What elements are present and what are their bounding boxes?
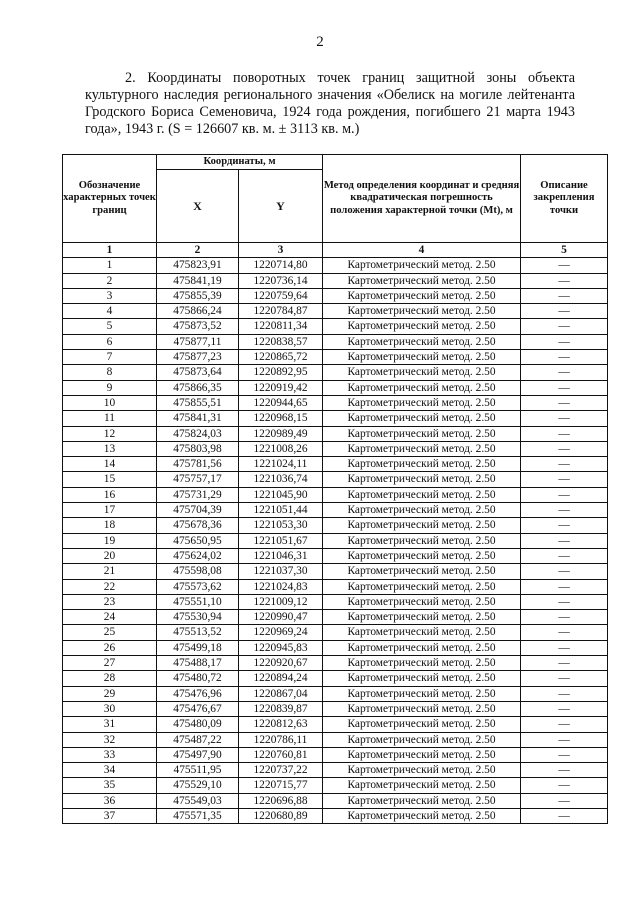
point-number: 35 bbox=[63, 778, 157, 793]
column-number: 3 bbox=[239, 243, 323, 258]
coord-x: 475513,52 bbox=[157, 625, 239, 640]
coord-y: 1221036,74 bbox=[239, 472, 323, 487]
fixation-cell: — bbox=[521, 503, 608, 518]
point-number: 2 bbox=[63, 273, 157, 288]
page-number: 2 bbox=[316, 34, 324, 50]
coord-x: 475497,90 bbox=[157, 747, 239, 762]
coord-x: 475841,31 bbox=[157, 411, 239, 426]
method-cell: Картометрический метод. 2.50 bbox=[323, 579, 521, 594]
coord-x: 475866,35 bbox=[157, 380, 239, 395]
coord-x: 475731,29 bbox=[157, 487, 239, 502]
coord-x: 475873,64 bbox=[157, 365, 239, 380]
coord-y: 1221045,90 bbox=[239, 487, 323, 502]
table-row bbox=[63, 380, 608, 395]
method-cell: Картометрический метод. 2.50 bbox=[323, 350, 521, 365]
fixation-cell: — bbox=[521, 594, 608, 609]
table-row bbox=[63, 350, 608, 365]
method-cell: Картометрический метод. 2.50 bbox=[323, 533, 521, 548]
method-cell: Картометрический метод. 2.50 bbox=[323, 487, 521, 502]
coord-y: 1220680,89 bbox=[239, 808, 323, 823]
table-row bbox=[63, 656, 608, 671]
header-y: Y bbox=[239, 170, 323, 243]
method-cell: Картометрический метод. 2.50 bbox=[323, 701, 521, 716]
point-number: 20 bbox=[63, 548, 157, 563]
coord-x: 475650,95 bbox=[157, 533, 239, 548]
table-row bbox=[63, 732, 608, 747]
table-row bbox=[63, 518, 608, 533]
coord-y: 1220867,04 bbox=[239, 686, 323, 701]
table-body bbox=[63, 243, 608, 824]
method-cell: Картометрический метод. 2.50 bbox=[323, 640, 521, 655]
method-cell: Картометрический метод. 2.50 bbox=[323, 793, 521, 808]
fixation-cell: — bbox=[521, 518, 608, 533]
coord-x: 475678,36 bbox=[157, 518, 239, 533]
method-cell: Картометрический метод. 2.50 bbox=[323, 273, 521, 288]
point-number: 23 bbox=[63, 594, 157, 609]
document-title bbox=[85, 70, 575, 138]
coord-y: 1220714,80 bbox=[239, 258, 323, 273]
method-cell: Картометрический метод. 2.50 bbox=[323, 503, 521, 518]
coord-x: 475757,17 bbox=[157, 472, 239, 487]
table-row bbox=[63, 441, 608, 456]
fixation-cell: — bbox=[521, 350, 608, 365]
coord-x: 475866,24 bbox=[157, 304, 239, 319]
table-row bbox=[63, 365, 608, 380]
coord-x: 475571,35 bbox=[157, 808, 239, 823]
fixation-cell: — bbox=[521, 457, 608, 472]
point-number: 31 bbox=[63, 717, 157, 732]
fixation-cell: — bbox=[521, 334, 608, 349]
coord-y: 1220839,87 bbox=[239, 701, 323, 716]
fixation-cell: — bbox=[521, 671, 608, 686]
column-number: 5 bbox=[521, 243, 608, 258]
table-row bbox=[63, 411, 608, 426]
method-cell: Картометрический метод. 2.50 bbox=[323, 686, 521, 701]
fixation-cell: — bbox=[521, 441, 608, 456]
coord-x: 475598,08 bbox=[157, 564, 239, 579]
point-number: 33 bbox=[63, 747, 157, 762]
coord-y: 1220919,42 bbox=[239, 380, 323, 395]
coord-y: 1220944,65 bbox=[239, 395, 323, 410]
coord-x: 475877,23 bbox=[157, 350, 239, 365]
column-number: 2 bbox=[157, 243, 239, 258]
table-row bbox=[63, 686, 608, 701]
point-number: 5 bbox=[63, 319, 157, 334]
method-cell: Картометрический метод. 2.50 bbox=[323, 411, 521, 426]
fixation-cell: — bbox=[521, 304, 608, 319]
header-x: X bbox=[157, 170, 239, 243]
method-cell: Картометрический метод. 2.50 bbox=[323, 732, 521, 747]
coord-x: 475841,19 bbox=[157, 273, 239, 288]
table-row bbox=[63, 472, 608, 487]
coord-y: 1220811,34 bbox=[239, 319, 323, 334]
coord-y: 1221009,12 bbox=[239, 594, 323, 609]
table-row bbox=[63, 625, 608, 640]
point-number: 17 bbox=[63, 503, 157, 518]
coord-y: 1220812,63 bbox=[239, 717, 323, 732]
coord-y: 1221046,31 bbox=[239, 548, 323, 563]
coord-y: 1220945,83 bbox=[239, 640, 323, 655]
fixation-cell: — bbox=[521, 732, 608, 747]
coord-y: 1220990,47 bbox=[239, 610, 323, 625]
table-row bbox=[63, 747, 608, 762]
coord-y: 1220715,77 bbox=[239, 778, 323, 793]
table-row bbox=[63, 426, 608, 441]
point-number: 34 bbox=[63, 763, 157, 778]
fixation-cell: — bbox=[521, 426, 608, 441]
fixation-cell: — bbox=[521, 701, 608, 716]
point-number: 6 bbox=[63, 334, 157, 349]
point-number: 10 bbox=[63, 395, 157, 410]
method-cell: Картометрический метод. 2.50 bbox=[323, 334, 521, 349]
point-number: 7 bbox=[63, 350, 157, 365]
fixation-cell: — bbox=[521, 380, 608, 395]
coord-y: 1220968,15 bbox=[239, 411, 323, 426]
table-row bbox=[63, 763, 608, 778]
coord-x: 475549,03 bbox=[157, 793, 239, 808]
coord-x: 475476,67 bbox=[157, 701, 239, 716]
point-number: 26 bbox=[63, 640, 157, 655]
table-row bbox=[63, 395, 608, 410]
point-number: 24 bbox=[63, 610, 157, 625]
fixation-cell: — bbox=[521, 778, 608, 793]
method-cell: Картометрический метод. 2.50 bbox=[323, 564, 521, 579]
method-cell: Картометрический метод. 2.50 bbox=[323, 747, 521, 762]
coord-y: 1220760,81 bbox=[239, 747, 323, 762]
coord-y: 1220894,24 bbox=[239, 671, 323, 686]
coordinates-table bbox=[62, 154, 608, 824]
point-number: 21 bbox=[63, 564, 157, 579]
method-cell: Картометрический метод. 2.50 bbox=[323, 763, 521, 778]
table-row bbox=[63, 579, 608, 594]
point-number: 29 bbox=[63, 686, 157, 701]
method-cell: Картометрический метод. 2.50 bbox=[323, 304, 521, 319]
method-cell: Картометрический метод. 2.50 bbox=[323, 441, 521, 456]
fixation-cell: — bbox=[521, 686, 608, 701]
coord-y: 1220838,57 bbox=[239, 334, 323, 349]
coord-x: 475499,18 bbox=[157, 640, 239, 655]
point-number: 18 bbox=[63, 518, 157, 533]
coord-x: 475855,39 bbox=[157, 288, 239, 303]
method-cell: Картометрический метод. 2.50 bbox=[323, 288, 521, 303]
coord-x: 475855,51 bbox=[157, 395, 239, 410]
table-row bbox=[63, 701, 608, 716]
coord-y: 1221008,26 bbox=[239, 441, 323, 456]
coord-y: 1220892,95 bbox=[239, 365, 323, 380]
fixation-cell: — bbox=[521, 656, 608, 671]
fixation-cell: — bbox=[521, 793, 608, 808]
method-cell: Картометрический метод. 2.50 bbox=[323, 258, 521, 273]
method-cell: Картометрический метод. 2.50 bbox=[323, 395, 521, 410]
method-cell: Картометрический метод. 2.50 bbox=[323, 472, 521, 487]
coord-y: 1221024,11 bbox=[239, 457, 323, 472]
fixation-cell: — bbox=[521, 319, 608, 334]
point-number: 15 bbox=[63, 472, 157, 487]
method-cell: Картометрический метод. 2.50 bbox=[323, 778, 521, 793]
table-row bbox=[63, 671, 608, 686]
method-cell: Картометрический метод. 2.50 bbox=[323, 808, 521, 823]
coord-y: 1221053,30 bbox=[239, 518, 323, 533]
fixation-cell: — bbox=[521, 533, 608, 548]
table-row bbox=[63, 503, 608, 518]
header-fixation: Описание закрепления точки bbox=[521, 155, 608, 243]
coord-x: 475877,11 bbox=[157, 334, 239, 349]
coord-x: 475573,62 bbox=[157, 579, 239, 594]
coord-x: 475704,39 bbox=[157, 503, 239, 518]
point-number: 32 bbox=[63, 732, 157, 747]
header-coordinates: Координаты, м bbox=[157, 155, 323, 170]
coord-x: 475551,10 bbox=[157, 594, 239, 609]
coord-x: 475511,95 bbox=[157, 763, 239, 778]
table-row bbox=[63, 258, 608, 273]
coord-y: 1220784,87 bbox=[239, 304, 323, 319]
table-row bbox=[63, 533, 608, 548]
fixation-cell: — bbox=[521, 273, 608, 288]
coord-x: 475476,96 bbox=[157, 686, 239, 701]
point-number: 3 bbox=[63, 288, 157, 303]
coord-x: 475823,91 bbox=[157, 258, 239, 273]
coord-y: 1220969,24 bbox=[239, 625, 323, 640]
method-cell: Картометрический метод. 2.50 bbox=[323, 426, 521, 441]
fixation-cell: — bbox=[521, 288, 608, 303]
point-number: 1 bbox=[63, 258, 157, 273]
fixation-cell: — bbox=[521, 625, 608, 640]
table-row bbox=[63, 594, 608, 609]
table-row bbox=[63, 640, 608, 655]
coord-y: 1220920,67 bbox=[239, 656, 323, 671]
fixation-cell: — bbox=[521, 808, 608, 823]
coord-x: 475530,94 bbox=[157, 610, 239, 625]
point-number: 30 bbox=[63, 701, 157, 716]
fixation-cell: — bbox=[521, 579, 608, 594]
method-cell: Картометрический метод. 2.50 bbox=[323, 671, 521, 686]
point-number: 11 bbox=[63, 411, 157, 426]
coord-x: 475873,52 bbox=[157, 319, 239, 334]
method-cell: Картометрический метод. 2.50 bbox=[323, 548, 521, 563]
column-number: 1 bbox=[63, 243, 157, 258]
method-cell: Картометрический метод. 2.50 bbox=[323, 457, 521, 472]
table-row bbox=[63, 610, 608, 625]
table-row bbox=[63, 273, 608, 288]
method-cell: Картометрический метод. 2.50 bbox=[323, 625, 521, 640]
coord-x: 475624,02 bbox=[157, 548, 239, 563]
table-row bbox=[63, 457, 608, 472]
coord-x: 475480,09 bbox=[157, 717, 239, 732]
point-number: 36 bbox=[63, 793, 157, 808]
fixation-cell: — bbox=[521, 472, 608, 487]
coord-y: 1220865,72 bbox=[239, 350, 323, 365]
fixation-cell: — bbox=[521, 395, 608, 410]
coord-x: 475487,22 bbox=[157, 732, 239, 747]
method-cell: Картометрический метод. 2.50 bbox=[323, 717, 521, 732]
point-number: 37 bbox=[63, 808, 157, 823]
method-cell: Картометрический метод. 2.50 bbox=[323, 656, 521, 671]
document-title-text: 2. Координаты поворотных точек границ защитной зоны объекта культурного наследия регионального значения «Обелиск на могиле лейтенанта Гродского Бориса Семеновича, 1924 года рождения, погибшего 21 марта 1943 года», 1943 г. (S = 126607 кв. м. ± 3113 кв. м.) bbox=[85, 70, 575, 137]
point-number: 13 bbox=[63, 441, 157, 456]
method-cell: Картометрический метод. 2.50 bbox=[323, 610, 521, 625]
table-row bbox=[63, 548, 608, 563]
fixation-cell: — bbox=[521, 747, 608, 762]
point-number: 4 bbox=[63, 304, 157, 319]
point-number: 9 bbox=[63, 380, 157, 395]
method-cell: Картометрический метод. 2.50 bbox=[323, 594, 521, 609]
coord-x: 475529,10 bbox=[157, 778, 239, 793]
fixation-cell: — bbox=[521, 487, 608, 502]
point-number: 16 bbox=[63, 487, 157, 502]
column-numbers-row bbox=[63, 243, 608, 258]
fixation-cell: — bbox=[521, 411, 608, 426]
coord-y: 1220696,88 bbox=[239, 793, 323, 808]
table-row bbox=[63, 564, 608, 579]
point-number: 22 bbox=[63, 579, 157, 594]
coord-x: 475803,98 bbox=[157, 441, 239, 456]
method-cell: Картометрический метод. 2.50 bbox=[323, 365, 521, 380]
method-cell: Картометрический метод. 2.50 bbox=[323, 380, 521, 395]
table-row bbox=[63, 288, 608, 303]
coord-x: 475781,56 bbox=[157, 457, 239, 472]
table-row bbox=[63, 487, 608, 502]
fixation-cell: — bbox=[521, 610, 608, 625]
point-number: 28 bbox=[63, 671, 157, 686]
column-number: 4 bbox=[323, 243, 521, 258]
point-number: 14 bbox=[63, 457, 157, 472]
coord-y: 1221037,30 bbox=[239, 564, 323, 579]
coord-y: 1221051,67 bbox=[239, 533, 323, 548]
table-row bbox=[63, 319, 608, 334]
header-designation: Обозначение характерных точек границ bbox=[63, 155, 157, 243]
table-row bbox=[63, 793, 608, 808]
table-row bbox=[63, 717, 608, 732]
fixation-cell: — bbox=[521, 640, 608, 655]
header-method: Метод определения координат и средняя квадратическая погрешность положения характерной точки (Mt), м bbox=[323, 155, 521, 243]
coord-y: 1220786,11 bbox=[239, 732, 323, 747]
coord-y: 1220759,64 bbox=[239, 288, 323, 303]
coord-y: 1220737,22 bbox=[239, 763, 323, 778]
method-cell: Картометрический метод. 2.50 bbox=[323, 319, 521, 334]
point-number: 12 bbox=[63, 426, 157, 441]
coord-y: 1221051,44 bbox=[239, 503, 323, 518]
table-row bbox=[63, 304, 608, 319]
fixation-cell: — bbox=[521, 717, 608, 732]
point-number: 19 bbox=[63, 533, 157, 548]
fixation-cell: — bbox=[521, 564, 608, 579]
fixation-cell: — bbox=[521, 763, 608, 778]
point-number: 25 bbox=[63, 625, 157, 640]
coord-x: 475488,17 bbox=[157, 656, 239, 671]
coord-y: 1221024,83 bbox=[239, 579, 323, 594]
table-row bbox=[63, 334, 608, 349]
coord-y: 1220989,49 bbox=[239, 426, 323, 441]
coord-x: 475480,72 bbox=[157, 671, 239, 686]
table-row bbox=[63, 808, 608, 823]
fixation-cell: — bbox=[521, 258, 608, 273]
fixation-cell: — bbox=[521, 548, 608, 563]
fixation-cell: — bbox=[521, 365, 608, 380]
point-number: 8 bbox=[63, 365, 157, 380]
table-row bbox=[63, 778, 608, 793]
method-cell: Картометрический метод. 2.50 bbox=[323, 518, 521, 533]
coord-y: 1220736,14 bbox=[239, 273, 323, 288]
point-number: 27 bbox=[63, 656, 157, 671]
coord-x: 475824,03 bbox=[157, 426, 239, 441]
